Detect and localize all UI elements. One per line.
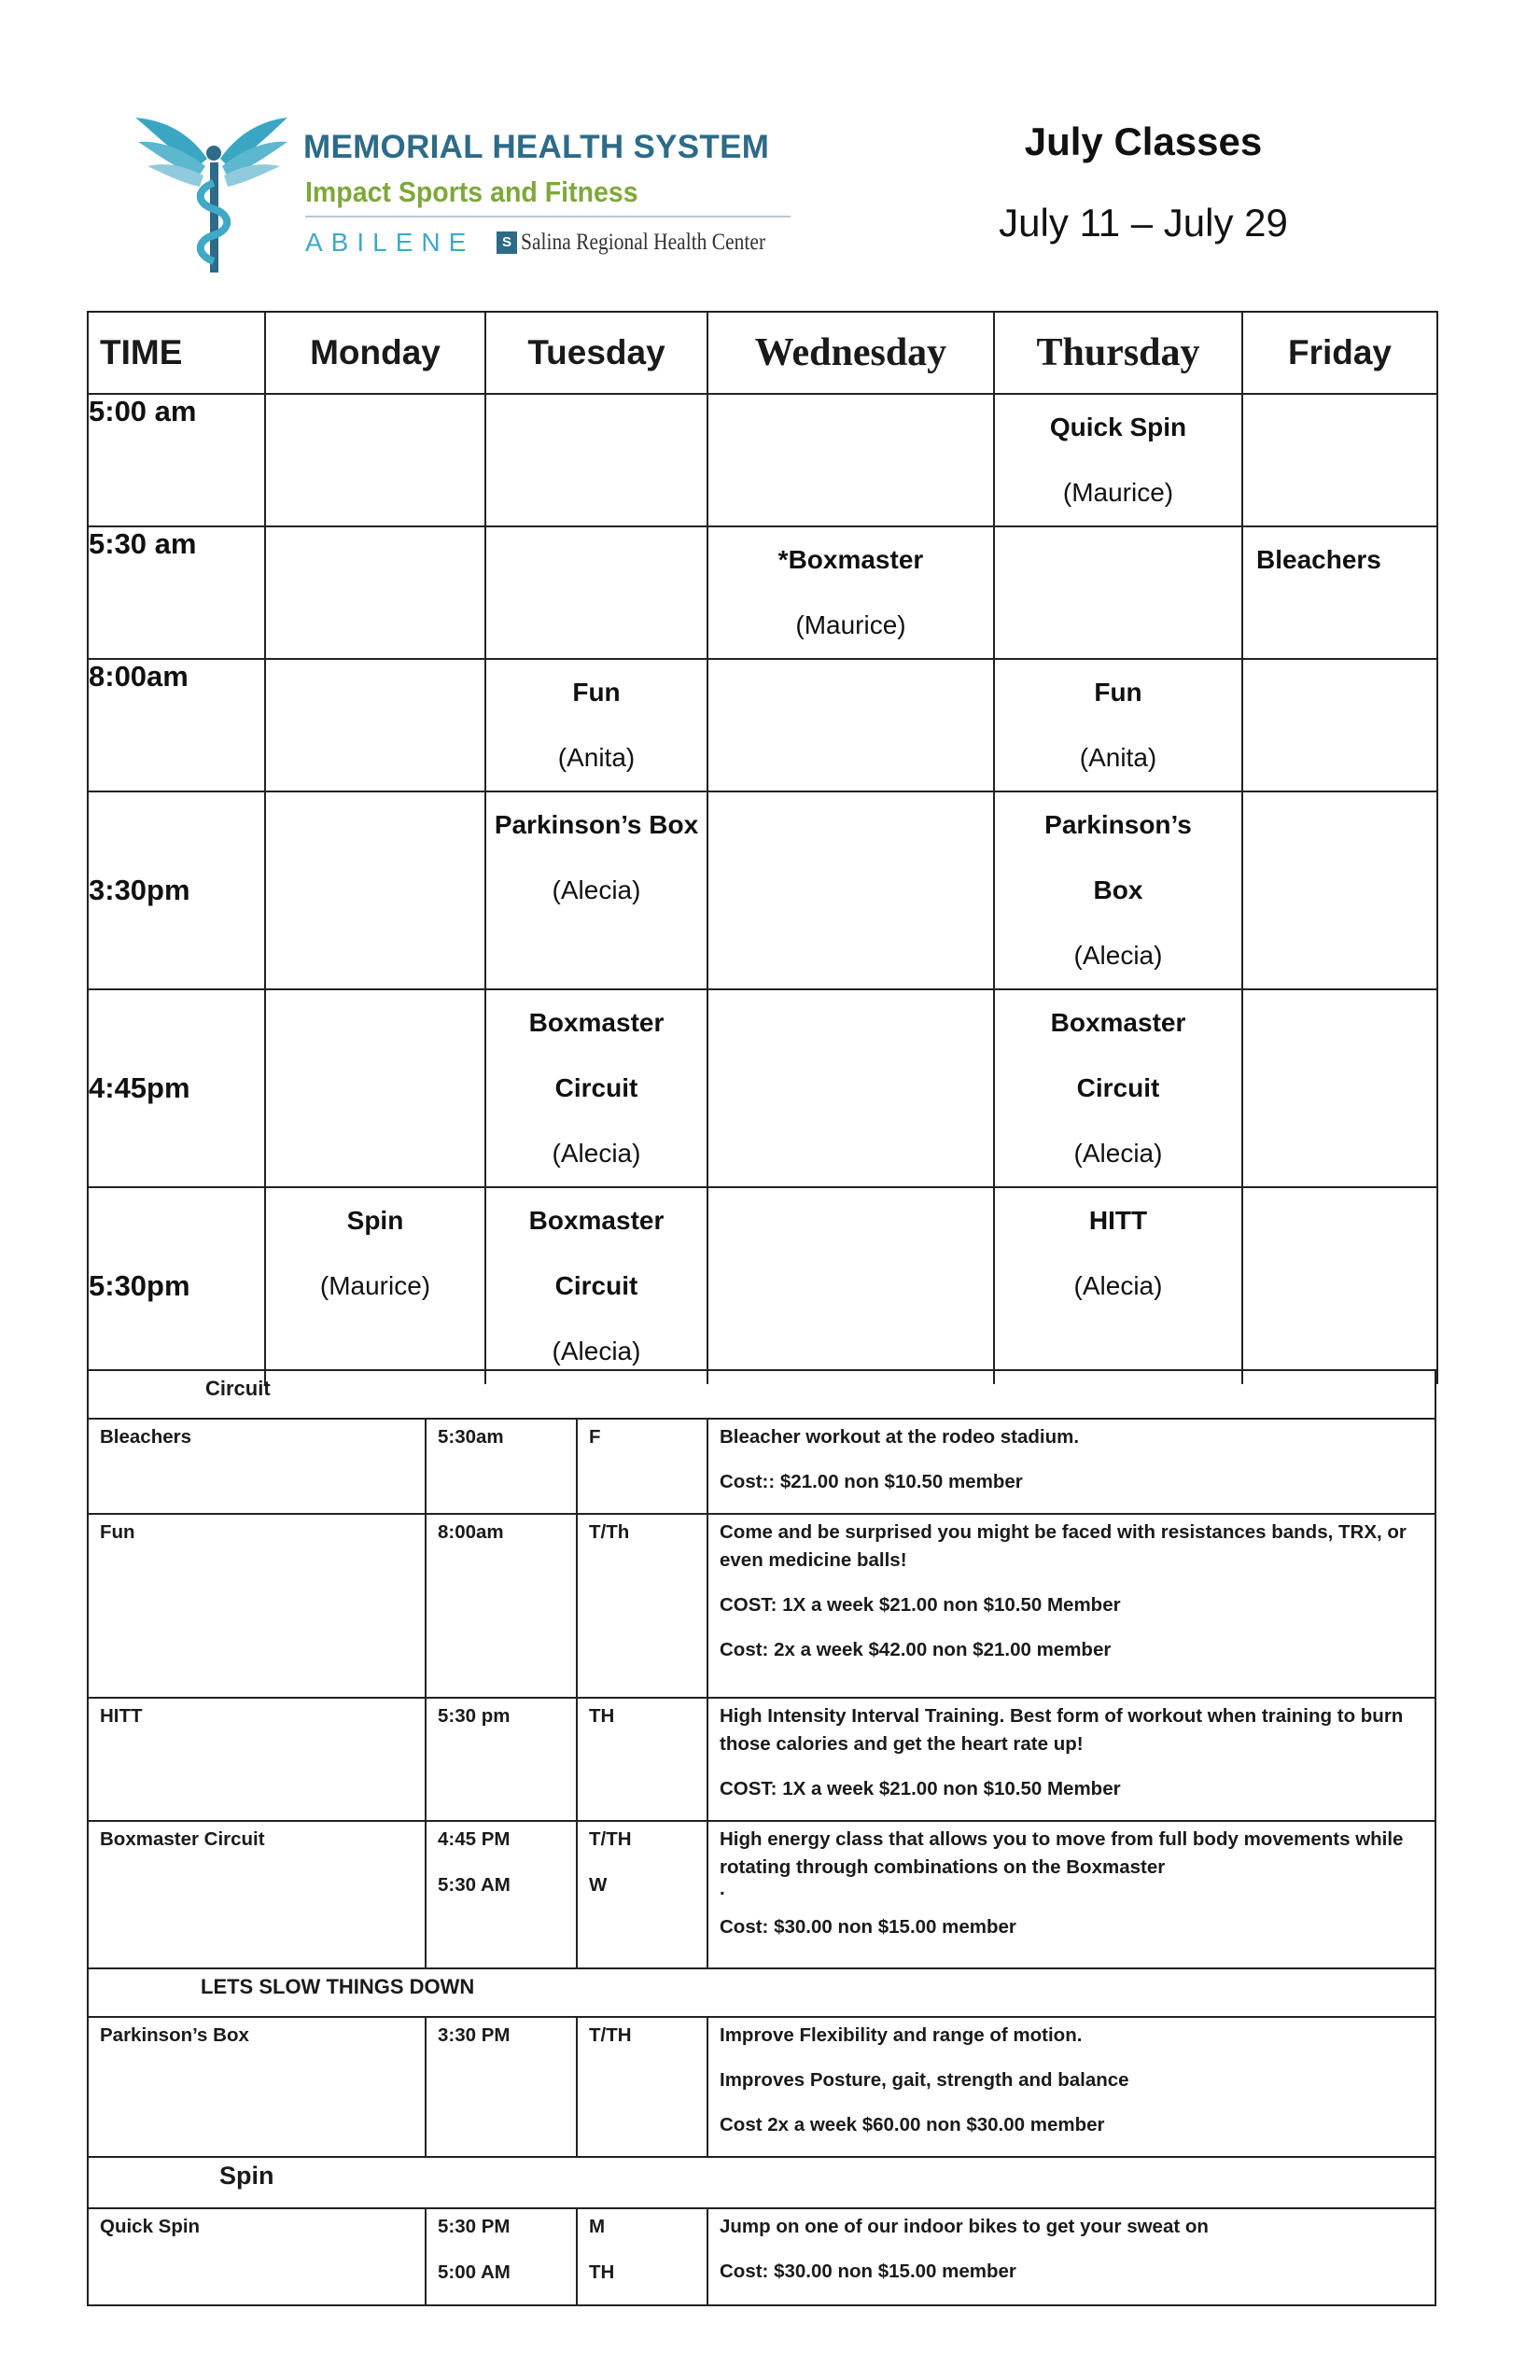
class-name: HITT (88, 1698, 426, 1821)
empty-cell (1242, 659, 1437, 791)
class-days (577, 1821, 707, 1968)
org-subtitle: Impact Sports and Fitness (305, 175, 638, 208)
empty-cell (1242, 989, 1437, 1187)
instructor-name: (Alecia) (1073, 941, 1163, 970)
class-name: Quick Spin (1049, 413, 1187, 441)
days-value: T/TH (589, 1828, 632, 1850)
class-description (707, 2017, 1435, 2157)
class-name: Parkinson’s Box (494, 810, 699, 839)
description-text: High energy class that allows you to move from full body movements while rotating through combinations on the Boxmaster (720, 1828, 1404, 1878)
date-range: July 11 – July 29 (999, 201, 1288, 245)
cost-text: Cost 2x a week $60.00 non $30.00 member (720, 2114, 1105, 2135)
table-row (88, 2017, 1435, 2157)
class-name-line1: Boxmaster (1050, 1008, 1186, 1037)
instructor-name: (Alecia) (1073, 1139, 1163, 1168)
section-title: Circuit (205, 1377, 271, 1400)
description-text: Bleacher workout at the rodeo stadium. (720, 1426, 1080, 1448)
class-cell (994, 791, 1242, 989)
empty-cell (265, 989, 485, 1187)
days-value: TH (589, 1705, 615, 1727)
schedule-row (88, 1187, 1437, 1384)
logo-divider (305, 216, 791, 217)
header-wednesday: Wednesday (707, 312, 994, 394)
time-value: 5:30 pm (438, 1705, 511, 1727)
class-cell (485, 791, 707, 989)
empty-cell (265, 394, 485, 526)
class-name-line2: Circuit (554, 1073, 638, 1102)
empty-cell (994, 526, 1242, 659)
class-cell (485, 1187, 707, 1384)
class-time (426, 1419, 577, 1514)
class-name: Bleachers (1256, 545, 1381, 574)
time-value: 3:30 PM (438, 2024, 511, 2046)
section-row (88, 1968, 1435, 2017)
section-circuit (88, 1370, 1435, 1419)
caduceus-logo-icon (131, 110, 289, 278)
class-days (577, 1514, 707, 1698)
class-time (426, 1514, 577, 1698)
description-text: . (720, 1878, 725, 1899)
table-row (88, 1419, 1435, 1514)
class-time (426, 2208, 577, 2305)
instructor-name: (Alecia) (552, 1337, 641, 1365)
empty-cell (707, 394, 994, 526)
time-cell: 3:30pm (88, 791, 265, 989)
class-name-line2: Box (1093, 875, 1143, 904)
empty-cell (265, 526, 485, 659)
schedule-row (88, 791, 1437, 989)
instructor-name: (Alecia) (1073, 1271, 1163, 1300)
class-description (707, 1821, 1435, 1968)
days-value: T/TH (589, 2024, 632, 2046)
class-cell (994, 989, 1242, 1187)
days-value: F (589, 1426, 601, 1448)
class-name: HITT (1088, 1206, 1148, 1235)
description-text: Come and be surprised you might be faced with resistances bands, TRX, or even medicine balls! (720, 1521, 1407, 1571)
days-value: W (589, 1874, 608, 1896)
class-name-line1: Boxmaster (528, 1206, 665, 1235)
class-name: Spin (346, 1206, 404, 1235)
table-row (88, 1698, 1435, 1821)
class-cell (265, 1187, 485, 1384)
class-name: Fun (88, 1514, 426, 1698)
section-row (88, 1370, 1435, 1419)
class-description-table (87, 1369, 1436, 2306)
description-text: Improve Flexibility and range of motion. (720, 2024, 1083, 2046)
org-city: ABILENE (305, 228, 475, 257)
class-days (577, 1419, 707, 1514)
header-friday: Friday (1242, 312, 1437, 394)
class-name-line1: Boxmaster (528, 1008, 665, 1037)
class-time (426, 1698, 577, 1821)
cost-text: COST: 1X a week $21.00 non $10.50 Member (720, 1778, 1121, 1799)
days-value: M (589, 2216, 606, 2237)
empty-cell (265, 791, 485, 989)
description-text: Improves Posture, gait, strength and balance (720, 2069, 1129, 2091)
table-row (88, 1821, 1435, 1968)
empty-cell (707, 791, 994, 989)
class-days (577, 2208, 707, 2305)
time-value: 8:00am (438, 1521, 504, 1543)
schedule-row (88, 989, 1437, 1187)
days-value: T/Th (589, 1521, 630, 1543)
section-spin (88, 2157, 1435, 2208)
class-time (426, 2017, 577, 2157)
org-name: MEMORIAL HEALTH SYSTEM (303, 129, 770, 165)
empty-cell (485, 526, 707, 659)
class-name: Fun (572, 678, 621, 707)
time-value: 5:30am (438, 1426, 504, 1448)
section-row (88, 2157, 1435, 2208)
partner-name: Salina Regional Health Center (521, 230, 766, 255)
class-name: *Boxmaster (777, 545, 924, 574)
schedule-row (88, 394, 1437, 526)
instructor-name: (Anita) (1079, 743, 1157, 772)
class-name: Fun (1094, 678, 1142, 707)
class-name: Quick Spin (88, 2208, 426, 2305)
time-value: 5:00 AM (438, 2261, 511, 2283)
class-description (707, 2208, 1435, 2305)
class-name: Parkinson’s Box (88, 2017, 426, 2157)
cost-text: Cost: $30.00 non $15.00 member (720, 2261, 1016, 2282)
description-text: Jump on one of our indoor bikes to get your sweat on (720, 2216, 1209, 2237)
class-cell (485, 989, 707, 1187)
empty-cell (1242, 791, 1437, 989)
class-cell (1242, 526, 1437, 659)
description-text: High Intensity Interval Training. Best form of workout when training to burn those calories and get the heart rate up! (720, 1705, 1404, 1755)
schedule-row (88, 526, 1437, 659)
time-cell: 5:30pm (88, 1187, 265, 1384)
header-thursday: Thursday (994, 312, 1242, 394)
class-description (707, 1419, 1435, 1514)
page-title: July Classes (1024, 119, 1263, 163)
class-cell (994, 1187, 1242, 1384)
header-time: TIME (88, 312, 265, 394)
schedule-header-row (88, 312, 1437, 394)
class-name: Bleachers (88, 1419, 426, 1514)
header-monday: Monday (265, 312, 485, 394)
cost-text: Cost: $30.00 non $15.00 member (720, 1916, 1016, 1938)
class-cell (485, 659, 707, 791)
instructor-name: (Alecia) (552, 875, 641, 904)
time-cell: 4:45pm (88, 989, 265, 1187)
class-name-line1: Parkinson’s (1044, 810, 1192, 839)
section-title: Spin (219, 2162, 274, 2190)
empty-cell (265, 659, 485, 791)
time-value: 5:30 PM (438, 2216, 511, 2237)
empty-cell (1242, 1187, 1437, 1384)
class-description (707, 1514, 1435, 1698)
instructor-name: (Maurice) (319, 1271, 431, 1300)
class-time (426, 1821, 577, 1968)
partner-logo-icon: S (497, 231, 517, 254)
schedule-table (87, 311, 1438, 1384)
section-slow (88, 1968, 1435, 2017)
class-days (577, 1698, 707, 1821)
table-row (88, 2208, 1435, 2305)
section-title: LETS SLOW THINGS DOWN (201, 1975, 475, 1998)
empty-cell (1242, 394, 1437, 526)
class-description (707, 1698, 1435, 1821)
class-name-line2: Circuit (554, 1271, 638, 1300)
instructor-name: (Alecia) (552, 1139, 641, 1168)
time-value: 4:45 PM (438, 1828, 511, 1850)
time-value: 5:30 AM (438, 1874, 511, 1896)
class-name-line2: Circuit (1076, 1073, 1160, 1102)
time-cell: 8:00am (88, 659, 265, 791)
schedule-row (88, 659, 1437, 791)
class-days (577, 2017, 707, 2157)
header-tuesday: Tuesday (485, 312, 707, 394)
cost-text: Cost: 2x a week $42.00 non $21.00 member (720, 1639, 1112, 1660)
instructor-name: (Anita) (557, 743, 636, 772)
empty-cell (707, 989, 994, 1187)
class-name: Boxmaster Circuit (88, 1821, 426, 1968)
cost-text: COST: 1X a week $21.00 non $10.50 Member (720, 1594, 1121, 1616)
time-cell: 5:30 am (88, 526, 265, 659)
class-cell (707, 526, 994, 659)
empty-cell (485, 394, 707, 526)
instructor-name: (Maurice) (1062, 478, 1174, 507)
cost-text: Cost:: $21.00 non $10.50 member (720, 1471, 1023, 1492)
days-value: TH (589, 2261, 615, 2283)
table-row (88, 1514, 1435, 1698)
logo (131, 110, 803, 278)
class-cell (994, 394, 1242, 526)
instructor-name: (Maurice) (795, 610, 906, 639)
empty-cell (707, 659, 994, 791)
empty-cell (707, 1187, 994, 1384)
class-cell (994, 659, 1242, 791)
time-cell: 5:00 am (88, 394, 265, 526)
